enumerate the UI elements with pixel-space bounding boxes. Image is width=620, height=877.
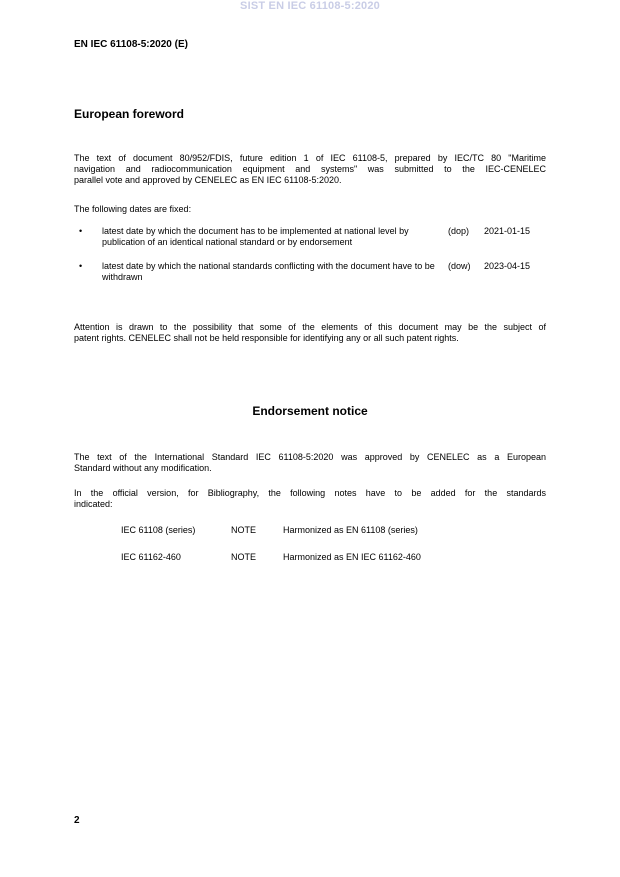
note-text: Harmonized as EN 61108 (series) bbox=[283, 525, 418, 535]
endorsement-line: The text of the International Standard IEC 61108-5:2020 was approved by CENELEC as a European bbox=[74, 452, 546, 462]
date-description: latest date by which the document has to be implemented at national level by publication of an identical national standard or by endorsement bbox=[102, 226, 409, 247]
watermark: SIST EN IEC 61108-5:2020 bbox=[240, 0, 380, 12]
foreword-intro-paragraph bbox=[74, 153, 546, 186]
foreword-heading: European foreword bbox=[74, 107, 185, 121]
foreword-intro-line: parallel vote and approved by CENELEC as EN IEC 61108-5:2020. bbox=[74, 175, 342, 185]
bibliography-line: indicated: bbox=[74, 499, 113, 509]
note-row bbox=[121, 525, 541, 552]
foreword-intro-line: navigation and radiocommunication equipment and systems" was submitted to the IEC-CENELEC bbox=[74, 164, 546, 174]
bibliography-notes-list bbox=[121, 525, 541, 579]
bullet-icon: • bbox=[79, 226, 83, 236]
date-abbreviation: (dow) bbox=[448, 261, 471, 271]
patent-notice-line: patent rights. CENELEC shall not be held responsible for identifying any or all such patent rights. bbox=[74, 333, 459, 343]
note-tag: NOTE bbox=[231, 552, 257, 562]
date-description: latest date by which the national standards conflicting with the document have to be withdrawn bbox=[102, 261, 435, 282]
note-row bbox=[121, 552, 541, 579]
note-standard: IEC 61108 (series) bbox=[121, 525, 196, 535]
page-number: 2 bbox=[74, 815, 80, 826]
note-text: Harmonized as EN IEC 61162-460 bbox=[283, 552, 421, 562]
endorsement-paragraph bbox=[74, 452, 546, 474]
date-value: 2021-01-15 bbox=[484, 226, 531, 236]
patent-notice-line: Attention is drawn to the possibility that some of the elements of this document may be the subject of bbox=[74, 322, 546, 332]
bibliography-paragraph bbox=[74, 488, 546, 510]
patent-notice-paragraph bbox=[74, 322, 546, 344]
dates-intro: The following dates are fixed: bbox=[74, 204, 192, 214]
date-abbreviation: (dop) bbox=[448, 226, 470, 236]
bullet-icon: • bbox=[79, 261, 83, 271]
endorsement-line: Standard without any modification. bbox=[74, 463, 212, 473]
date-item-dow bbox=[74, 261, 546, 296]
fixed-dates-list bbox=[74, 226, 546, 296]
date-value: 2023-04-15 bbox=[484, 261, 531, 271]
bibliography-line: In the official version, for Bibliography, the following notes have to be added for the standards bbox=[74, 488, 546, 498]
document-id-header: EN IEC 61108-5:2020 (E) bbox=[74, 39, 188, 50]
date-item-dop bbox=[74, 226, 546, 261]
note-standard: IEC 61162-460 bbox=[121, 552, 181, 562]
endorsement-heading: Endorsement notice bbox=[252, 404, 368, 418]
note-tag: NOTE bbox=[231, 525, 257, 535]
foreword-intro-line: The text of document 80/952/FDIS, future edition 1 of IEC 61108-5, prepared by IEC/TC 80 "Maritime bbox=[74, 153, 546, 163]
